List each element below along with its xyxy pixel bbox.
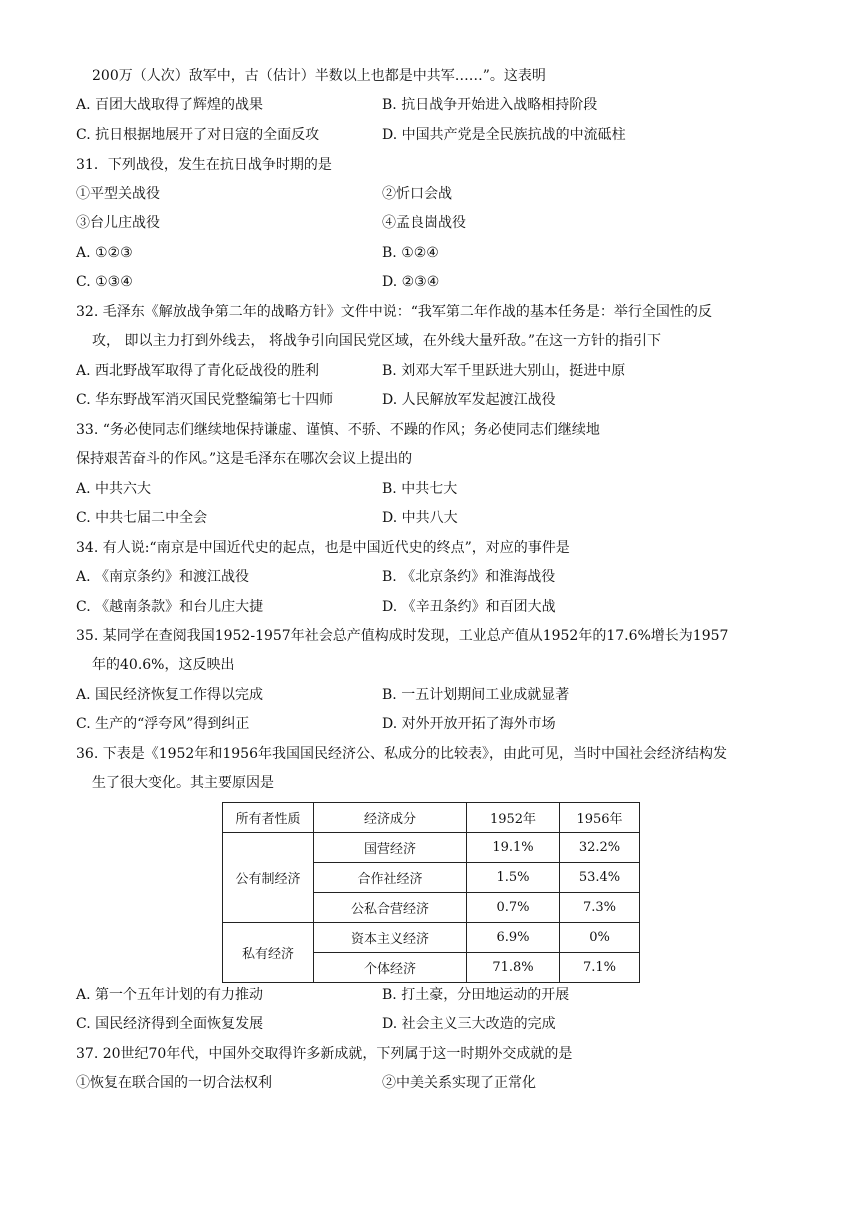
q30-stem-end: 200万（人次）敌军中，古（估计）半数以上也都是中共军……”。这表明 — [92, 68, 546, 84]
q37-item-1: ①恢复在联合国的一切合法权利 — [76, 1075, 272, 1091]
table-cell: 7.1% — [560, 953, 640, 983]
q33-option-d: D. 中共八大 — [382, 510, 458, 526]
table-cell: 资本主义经济 — [314, 923, 467, 953]
q36-option-b: B. 打土豪，分田地运动的开展 — [382, 987, 570, 1003]
q31-option-b: B. ①②④ — [382, 245, 439, 261]
q36-option-a: A. 第一个五年计划的有力推动 — [76, 987, 264, 1003]
q32-stem-cont: 攻， 即以主力打到外线去， 将战争引向国民党区域，在外线大量歼敌。”在这一方针的指引下 — [92, 333, 662, 349]
q32-stem: 32. 毛泽东《解放战争第二年的战略方针》文件中说：“我军第二年作战的基本任务是：举行全国性的反 — [76, 304, 712, 320]
q35-option-b: B. 一五计划期间工业成就显著 — [382, 687, 570, 703]
q33-stem: 33. “务必使同志们继续地保持谦虚、谨慎、不骄、不躁的作风；务必使同志们继续地 — [76, 422, 600, 438]
q35-option-a: A. 国民经济恢复工作得以完成 — [76, 687, 264, 703]
economy-comparison-table — [222, 802, 640, 983]
q33-stem-cont: 保持艰苦奋斗的作风。”这是毛泽东在哪次会议上提出的 — [76, 451, 413, 467]
table-header-cell: 1956年 — [560, 803, 640, 833]
q34-option-c: C. 《越南条款》和台儿庄大捷 — [76, 599, 264, 615]
q35-stem-cont: 年的40.6%，这反映出 — [92, 657, 235, 673]
table-cell: 71.8% — [467, 953, 560, 983]
q36-stem: 36. 下表是《1952年和1956年我国国民经济公、私成分的比较表》，由此可见，当时中国社会经济结构发 — [76, 746, 727, 762]
table-cell: 1.5% — [467, 863, 560, 893]
q32-option-c: C. 华东野战军消灭国民党整编第七十四师 — [76, 392, 334, 408]
q31-option-c: C. ①③④ — [76, 274, 133, 290]
q31-option-d: D. ②③④ — [382, 274, 440, 290]
table-cell: 个体经济 — [314, 953, 467, 983]
q32-option-b: B. 刘邓大军千里跃进大别山，挺进中原 — [382, 363, 626, 379]
q31-item-3: ③台儿庄战役 — [76, 215, 160, 231]
table-header-cell: 所有者性质 — [223, 803, 314, 833]
table-row — [223, 833, 640, 863]
q30-option-b: B. 抗日战争开始进入战略相持阶段 — [382, 97, 598, 113]
q35-option-c: C. 生产的“浮夸风”得到纠正 — [76, 716, 250, 732]
table-cell: 国营经济 — [314, 833, 467, 863]
q32-option-d: D. 人民解放军发起渡江战役 — [382, 392, 556, 408]
q34-option-d: D. 《辛丑条约》和百团大战 — [382, 599, 556, 615]
group-cell-private: 私有经济 — [223, 923, 314, 983]
q31-item-4: ④孟良崮战役 — [382, 215, 466, 231]
group-cell-public: 公有制经济 — [223, 833, 314, 923]
q30-option-a: A. 百团大战取得了辉煌的战果 — [76, 97, 264, 113]
q32-option-a: A. 西北野战军取得了青化砭战役的胜利 — [76, 363, 320, 379]
q37-stem: 37. 20世纪70年代，中国外交取得许多新成就，下列属于这一时期外交成就的是 — [76, 1046, 573, 1062]
q36-stem-cont: 生了很大变化。其主要原因是 — [92, 775, 274, 791]
table-cell: 53.4% — [560, 863, 640, 893]
q31-stem: 31．下列战役，发生在抗日战争时期的是 — [76, 157, 332, 173]
q36-option-c: C. 国民经济得到全面恢复发展 — [76, 1016, 264, 1032]
table-cell: 0.7% — [467, 893, 560, 923]
q34-stem: 34. 有人说:“南京是中国近代史的起点，也是中国近代史的终点”，对应的事件是 — [76, 540, 570, 556]
q30-option-c: C. 抗日根据地展开了对日寇的全面反攻 — [76, 127, 320, 143]
table-cell: 0% — [560, 923, 640, 953]
table-cell: 6.9% — [467, 923, 560, 953]
table-header-cell: 经济成分 — [314, 803, 467, 833]
q31-item-2: ②忻口会战 — [382, 186, 452, 202]
table-cell: 7.3% — [560, 893, 640, 923]
q31-item-1: ①平型关战役 — [76, 186, 160, 202]
table-cell: 公私合营经济 — [314, 893, 467, 923]
q30-option-d: D. 中国共产党是全民族抗战的中流砥柱 — [382, 127, 626, 143]
q33-option-b: B. 中共七大 — [382, 481, 458, 497]
q36-option-d: D. 社会主义三大改造的完成 — [382, 1016, 556, 1032]
q31-option-a: A. ①②③ — [76, 245, 133, 261]
table-cell: 19.1% — [467, 833, 560, 863]
table-header-row — [223, 803, 640, 833]
q34-option-a: A. 《南京条约》和渡江战役 — [76, 569, 250, 585]
q34-option-b: B. 《北京条约》和淮海战役 — [382, 569, 556, 585]
table-cell: 合作社经济 — [314, 863, 467, 893]
q37-item-2: ②中美关系实现了正常化 — [382, 1075, 536, 1091]
table-cell: 32.2% — [560, 833, 640, 863]
q35-stem: 35. 某同学在查阅我国1952-1957年社会总产值构成时发现，工业总产值从1952年的17.6%增长为1957 — [76, 628, 729, 644]
q33-option-a: A. 中共六大 — [76, 481, 152, 497]
table-header-cell: 1952年 — [467, 803, 560, 833]
q35-option-d: D. 对外开放开拓了海外市场 — [382, 716, 556, 732]
q33-option-c: C. 中共七届二中全会 — [76, 510, 208, 526]
table-row — [223, 923, 640, 953]
